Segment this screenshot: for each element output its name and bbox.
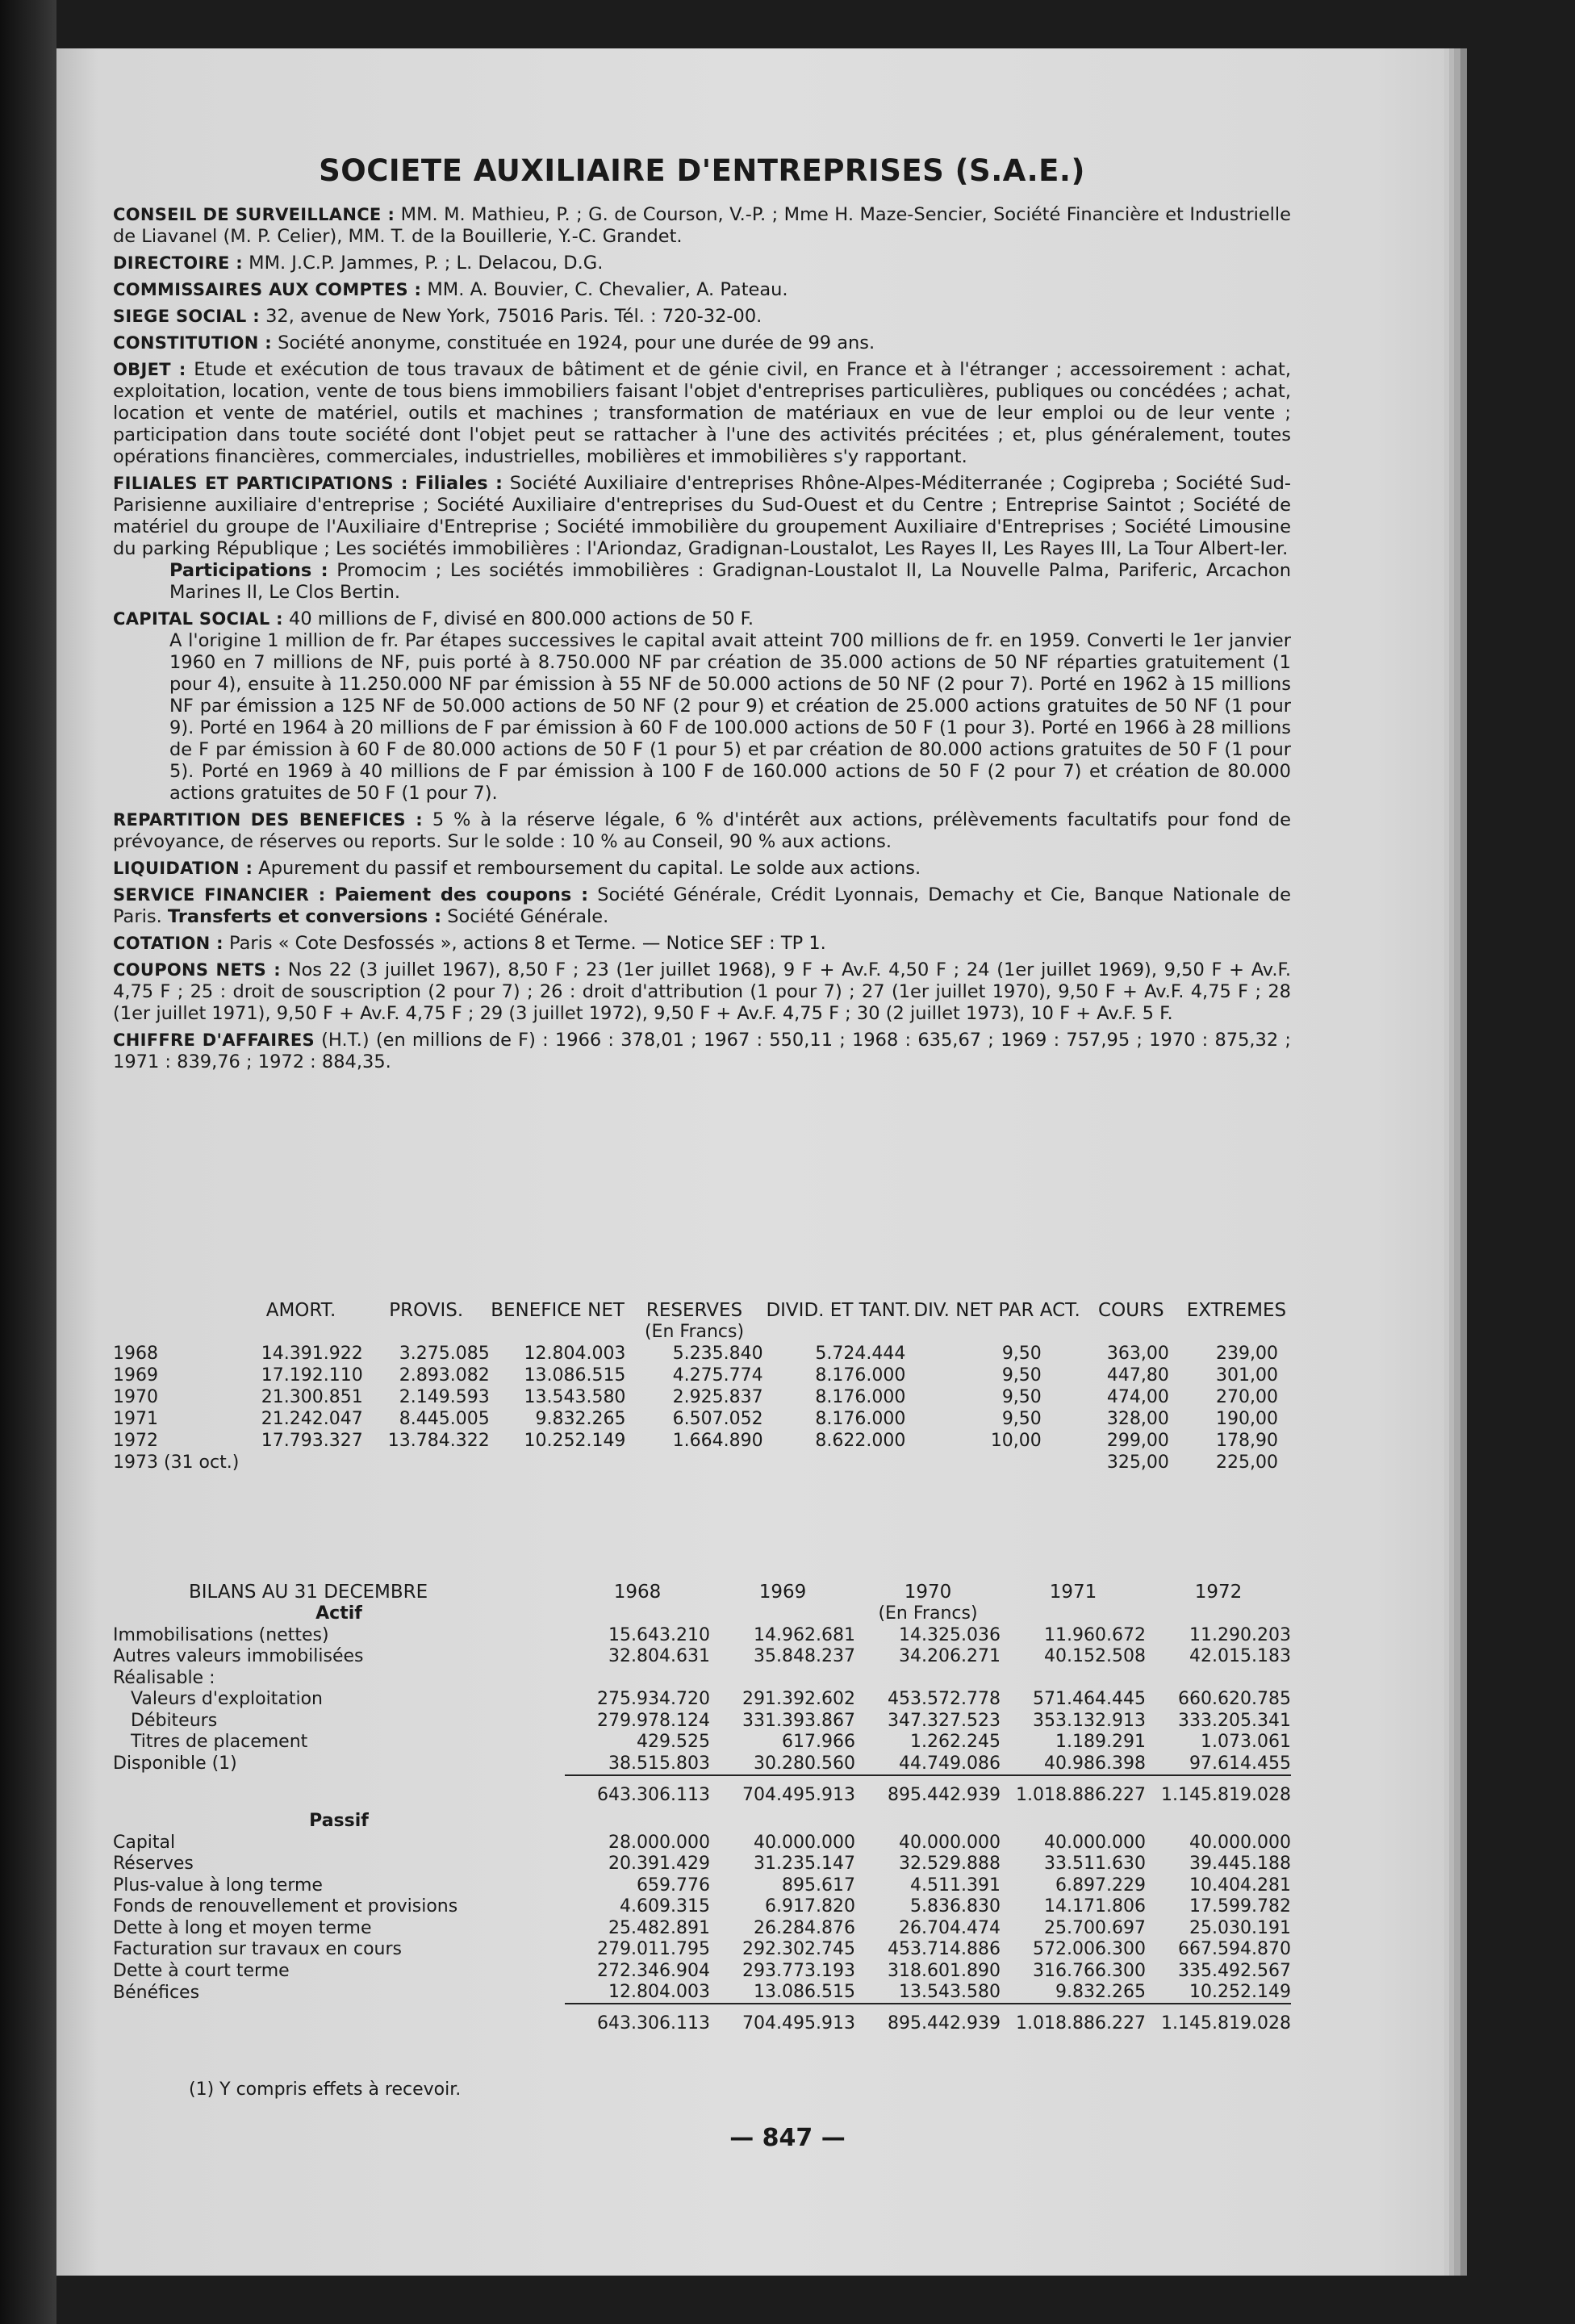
value-cell: 1.073.061 [1201,1732,1291,1753]
value-cell: 3.275.085 [399,1344,490,1364]
section-text: Société Générale. [447,906,609,927]
section-text: Paris « Cote Desfossés », actions 8 et Terme. — Notice SEF : TP 1. [229,933,826,954]
siege-section [113,306,1291,328]
section-label: CONSTITUTION : [113,333,272,353]
section-label: FILIALES ET PARTICIPATIONS : [113,474,408,493]
col-header: DIVID. ET TANT. [766,1300,911,1321]
value-cell: 8.176.000 [815,1387,906,1407]
section-label: SIEGE SOCIAL : [113,307,260,326]
value-cell: 25.030.191 [1189,1917,1291,1938]
value-cell: 21.300.851 [261,1387,363,1407]
row-label: Facturation sur travaux en cours [113,1939,402,1960]
row-label: Immobilisations (nettes) [113,1624,329,1645]
value-cell: 14.325.036 [899,1624,1001,1645]
value-cell: 44.749.086 [899,1753,1001,1774]
value-cell: 2.893.082 [399,1365,490,1386]
value-cell: 5.235.840 [672,1344,763,1364]
value-cell: 353.132.913 [1033,1710,1146,1731]
value-cell: 14.171.806 [1044,1896,1146,1917]
value-cell: 301,00 [1216,1365,1278,1386]
value-cell: 25.700.697 [1044,1917,1146,1938]
value-cell [239,1452,362,1473]
row-label: Titres de placement [131,1732,308,1753]
value-cell: 10.404.281 [1189,1875,1291,1896]
section-text: MM. J.C.P. Jammes, P. ; L. Delacou, D.G. [249,253,604,274]
repartition-section [113,809,1291,853]
value-cell: 28.000.000 [608,1832,710,1853]
year-header: 1972 [1194,1582,1243,1603]
value-cell: 40.000.000 [754,1832,855,1853]
section-text: Etude et exécution de tous travaux de bâtiment et de génie civil, en France et à l'étranger ; accessoirement : achat, exploitation, location, vente de tous biens immobiliers faisant l'objet d'entreprises particulières, publiques ou concédées ; achat, location et vente de matériel, outils et machines ; transformation de matériaux en vue de leur emploi ou de leur vente ; participation dans toute société dont l'objet peut se rattacher à l'une des activités précitées ; et, plus généralement, toutes opérations financières, commerciales, industrielles, mobilières et immobilières s'y rapportant. [113,359,1291,467]
value-cell: 13.543.580 [899,1982,1001,2003]
row-label: Bénéfices [113,1982,200,2003]
value-cell: 12.804.003 [524,1344,626,1364]
section-text: (H.T.) (en millions de F) : 1966 : 378,01 ; 1967 : 550,11 ; 1968 : 635,67 ; 1969 : 757,95 ; 1970 : 875,32 ; 1971 : 839,76 ; 1972 : 884,35. [113,1030,1291,1072]
value-cell: 1.145.819.028 [1146,2004,1291,2039]
balance-row [113,1939,1291,1961]
value-cell: 704.495.913 [710,2004,855,2039]
value-cell: 331.393.867 [742,1710,855,1731]
value-cell: 5.836.830 [910,1896,1001,1917]
value-cell: 8.622.000 [815,1431,906,1451]
capital-history: A l'origine 1 million de fr. Par étapes successives le capital avait atteint 700 millions de fr. en 1959. Converti le 1er janvier 1960 en 7 millions de NF, puis porté à 8.750.000 NF par création de 35.000 actions de 50 NF réparties gratuitement (1 pour 4), ensuite à 11.250.000 NF par émission à 55 NF de 50.000 actions de 50 NF (2 pour 7). Porté en 1962 à 15 millions NF par émission a 125 NF de 50.000 actions de 50 NF (2 pour 9) et création de 25.000 actions gratuites de 50 NF (1 pour 9). Porté en 1964 à 20 millions de F par émission à 60 F de 100.000 actions de 50 F (1 pour 3). Porté en 1966 à 28 millions de F par émission à 60 F de 80.000 actions de 50 F (1 pour 5) et par création de 80.000 actions gratuites de 50 F (1 pour 5). Porté en 1969 à 40 millions de F par émission à 100 F de 160.000 actions de 50 F (2 pour 7) et création de 80.000 actions gratuites de 50 F (1 pour 7). [169,630,1291,804]
value-cell: 328,00 [1106,1409,1169,1429]
coupons-section [113,959,1291,1025]
value-cell [565,1667,710,1689]
balance-row [113,1753,1291,1775]
section-text: Nos 22 (3 juillet 1967), 8,50 F ; 23 (1er juillet 1968), 9 F + Av.F. 4,50 F ; 24 (1er juillet 1969), 9,50 F + Av.F. 4,75 F ; 25 : droit de souscription (2 pour 7) ; 26 : droit d'attribution (1 pour 7) ; 27 (1er juillet 1970), 9,50 F + Av.F. 4,75 F ; 28 (1er juillet 1971), 9,50 F + Av.F. 4,75 F ; 29 (3 juillet 1972), 9,50 F + Av.F. 4,75 F ; 30 (2 juillet 1973), 10 F + Av.F. 5 F. [113,959,1291,1024]
scan-left-edge [0,0,56,2324]
value-cell: 272.346.904 [597,1960,710,1981]
balance-sheet-table [113,1582,1291,2039]
col-header: RESERVES [645,1300,743,1321]
balance-row [113,1875,1291,1896]
value-cell [363,1452,490,1473]
value-cell: 660.620.785 [1178,1689,1291,1710]
service-sublabel: Transferts et conversions : [167,906,442,927]
value-cell: 704.495.913 [710,1775,855,1811]
year-header: 1970 [904,1582,952,1603]
value-cell: 316.766.300 [1033,1960,1146,1981]
value-cell: 2.925.837 [672,1387,763,1407]
value-cell: 4.511.391 [910,1875,1001,1896]
value-cell: 572.006.300 [1033,1939,1146,1960]
section-label: CAPITAL SOCIAL : [113,609,283,629]
row-label [113,2004,565,2039]
value-cell: 453.714.886 [888,1939,1001,1960]
section-label: COUPONS NETS : [113,960,281,980]
value-cell: 453.572.778 [888,1689,1001,1710]
row-label: Réserves [113,1854,194,1875]
filiales-section [113,473,1291,604]
section-text: 5 % à la réserve légale, 6 % d'intérêt aux actions, prélèvements facultatifs pour fond de prévoyance, de réserves ou reports. Sur le solde : 10 % au Conseil, 90 % aux actions. [113,809,1292,852]
value-cell: 291.392.602 [742,1689,855,1710]
value-cell: 32.804.631 [608,1646,710,1667]
conseil-section [113,204,1291,248]
participations-text: Promocim ; Les sociétés immobilières : Gradignan-Loustalot II, La Nouvelle Palma, Pariferic, Arcachon Marines II, Le Clos Bertin. [169,560,1292,603]
value-cell: 17.599.782 [1189,1896,1291,1917]
balance-row [113,1960,1291,1982]
value-cell: 617.966 [782,1732,855,1753]
document-body [113,145,1291,1078]
value-cell: 33.511.630 [1044,1854,1146,1875]
value-cell: 13.086.515 [524,1365,626,1386]
value-cell: 25.482.891 [608,1917,710,1938]
row-label: Dette à long et moyen terme [113,1917,372,1938]
value-cell: 31.235.147 [754,1854,855,1875]
row-label: Valeurs d'exploitation [131,1689,323,1710]
row-label: Disponible (1) [113,1753,237,1774]
row-label: Débiteurs [131,1710,218,1731]
balance-title: BILANS AU 31 DECEMBRE [189,1582,428,1603]
balance-row [113,1624,1291,1646]
value-cell: 8.176.000 [815,1409,906,1429]
year-header: 1969 [758,1582,807,1603]
value-cell: 363,00 [1106,1344,1169,1364]
results-row [113,1430,1291,1452]
value-cell: 333.205.341 [1178,1710,1291,1731]
value-cell: 895.442.939 [855,2004,1001,2039]
results-header [113,1299,1291,1321]
section-text: Société anonyme, constituée en 1924, pour une durée de 99 ans. [278,332,875,353]
value-cell: 9,50 [1001,1387,1042,1407]
value-cell: 40.000.000 [899,1832,1001,1853]
value-cell: 14.391.922 [261,1344,363,1364]
col-header: COURS [1098,1300,1164,1321]
value-cell: 1.262.245 [910,1732,1001,1753]
value-cell: 12.804.003 [608,1982,710,2003]
balance-row [113,1896,1291,1918]
balance-row [113,1832,1291,1854]
value-cell: 9,50 [1001,1365,1042,1386]
value-cell: 178,90 [1216,1431,1278,1451]
year-cell: 1968 [113,1344,158,1364]
value-cell: 13.086.515 [754,1982,855,2003]
value-cell: 4.609.315 [620,1896,710,1917]
filiales-sublabel: Filiales : [415,473,503,494]
section-text: MM. M. Mathieu, P. ; G. de Courson, V.-P. ; Mme H. Maze-Sencier, Société Financière et Industrielle de Liavanel (M. P. Celier), MM. T. de la Bouillerie, Y.-C. Grandet. [113,204,1292,247]
section-label: COMMISSAIRES AUX COMPTES : [113,280,422,299]
value-cell: 347.327.523 [888,1710,1001,1731]
value-cell [490,1452,626,1473]
value-cell: 38.515.803 [608,1753,710,1774]
value-cell: 9,50 [1001,1409,1042,1429]
value-cell: 40.152.508 [1044,1646,1146,1667]
value-cell: 10.252.149 [1189,1982,1291,2003]
value-cell: 275.934.720 [597,1689,710,1710]
value-cell: 643.306.113 [565,2004,710,2039]
value-cell: 8.176.000 [815,1365,906,1386]
row-label: Fonds de renouvellement et provisions [113,1896,458,1917]
value-cell: 293.773.193 [742,1960,855,1981]
year-header: 1968 [613,1582,662,1603]
liquidation-section [113,858,1291,880]
value-cell [1146,1667,1291,1689]
value-cell: 429.525 [637,1732,710,1753]
value-cell: 11.290.203 [1189,1624,1291,1645]
capital-text: 40 millions de F, divisé en 800.000 actions de 50 F. [289,608,754,629]
year-cell: 1972 [113,1431,158,1451]
value-cell: 1.664.890 [672,1431,763,1451]
value-cell: 325,00 [1106,1452,1169,1473]
value-cell: 42.015.183 [1189,1646,1291,1667]
section-label: SERVICE FINANCIER : [113,885,326,905]
col-header: DIV. NET PAR ACT. [913,1300,1080,1321]
results-row [113,1452,1291,1473]
section-label: DIRECTOIRE : [113,253,243,273]
footnote: (1) Y compris effets à recevoir. [189,2079,462,2100]
results-row [113,1365,1291,1386]
passif-label: Passif [309,1811,369,1832]
row-label: Plus-value à long terme [113,1875,323,1896]
row-label: Capital [113,1832,176,1853]
value-cell: 13.543.580 [524,1387,626,1407]
value-cell: 17.192.110 [261,1365,363,1386]
actif-label: Actif [315,1603,362,1624]
balance-row [113,1732,1291,1753]
section-label: CONSEIL DE SURVEILLANCE : [113,205,395,224]
balance-row [113,1854,1291,1875]
value-cell: 26.284.876 [754,1917,855,1938]
value-cell: 9.832.265 [535,1409,626,1429]
value-cell: 20.391.429 [608,1854,710,1875]
section-text: Apurement du passif et remboursement du capital. Le solde aux actions. [258,858,921,879]
value-cell: 9.832.265 [1055,1982,1146,2003]
col-header: BENEFICE NET [491,1300,625,1321]
service-section [113,884,1291,928]
page-number: — 847 — [729,2124,846,2152]
section-label: OBJET : [113,360,186,379]
section-text: MM. A. Bouvier, C. Chevalier, A. Pateau. [427,279,788,300]
value-cell: 17.793.327 [261,1431,363,1451]
value-cell: 21.242.047 [261,1409,363,1429]
balance-row [113,1646,1291,1668]
value-cell: 40.986.398 [1044,1753,1146,1774]
year-cell: 1971 [113,1409,158,1429]
unit-label: (En Francs) [878,1603,978,1624]
cotation-section [113,933,1291,955]
col-header: PROVIS. [389,1300,464,1321]
col-header: AMORT. [265,1300,336,1321]
value-cell: 32.529.888 [899,1854,1001,1875]
value-cell: 292.302.745 [742,1939,855,1960]
value-cell: 9,50 [1001,1344,1042,1364]
value-cell: 225,00 [1216,1452,1278,1473]
value-cell: 34.206.271 [899,1646,1001,1667]
section-label: CHIFFRE D'AFFAIRES [113,1030,315,1050]
directoire-section [113,253,1291,274]
value-cell: 30.280.560 [754,1753,855,1774]
value-cell: 447,80 [1106,1365,1169,1386]
year-cell: 1973 (31 oct.) [113,1452,240,1473]
balance-row [113,1710,1291,1732]
page-title: SOCIETE AUXILIAIRE D'ENTREPRISES (S.A.E.) [319,153,1085,188]
value-cell: 571.464.445 [1033,1689,1146,1710]
value-cell: 1.145.819.028 [1146,1775,1291,1811]
col-header: EXTREMES [1186,1300,1287,1321]
value-cell: 11.960.672 [1044,1624,1146,1645]
value-cell: 2.149.593 [399,1387,490,1407]
value-cell: 39.445.188 [1189,1854,1291,1875]
value-cell: 667.594.870 [1178,1939,1291,1960]
section-label: COTATION : [113,934,224,953]
value-cell: 270,00 [1216,1387,1278,1407]
service-sublabel: Paiement des coupons : [334,884,589,905]
value-cell: 6.917.820 [765,1896,855,1917]
value-cell: 279.011.795 [597,1939,710,1960]
value-cell: 40.000.000 [1044,1832,1146,1853]
year-cell: 1970 [113,1387,158,1407]
results-table [113,1299,1291,1473]
balance-row [113,1689,1291,1711]
results-row [113,1343,1291,1365]
balance-header [113,1582,1291,1603]
value-cell [625,1452,762,1473]
year-cell: 1969 [113,1365,158,1386]
balance-row [113,2004,1291,2039]
balance-row [113,1667,1291,1689]
year-header: 1971 [1049,1582,1097,1603]
filiales-text: Société Auxiliaire d'entreprises Rhône-Alpes-Méditerranée ; Cogipreba ; Société Sud-Parisienne auxiliaire d'entreprise ; Société Auxiliaire d'entreprises du Sud-Ouest et du Centre ; Entreprise Saintot ; Société de matériel du groupe de l'Auxiliaire d'Entreprise ; Société immobilière du groupement Auxiliaire d'Entreprises ; Société Limousine du parking République ; Les sociétés immobilières : l'Ariondaz, Gradignan-Loustalot, Les Rayes II, Les Rayes III, La Tour Albert-Ier. [113,473,1291,559]
value-cell: 895.617 [782,1875,855,1896]
constitution-section [113,332,1291,354]
value-cell: 643.306.113 [565,1775,710,1811]
value-cell: 239,00 [1216,1344,1278,1364]
value-cell: 26.704.474 [899,1917,1001,1938]
value-cell [855,1667,1001,1689]
value-cell [1001,1667,1146,1689]
value-cell: 1.018.886.227 [1001,1775,1146,1811]
value-cell: 97.614.455 [1189,1753,1291,1774]
unit-label: (En Francs) [644,1322,745,1342]
value-cell: 10.252.149 [524,1431,626,1451]
section-label: REPARTITION DES BENEFICES : [113,810,423,830]
balance-row [113,1917,1291,1939]
value-cell: 474,00 [1106,1387,1169,1407]
balance-row [113,1982,1291,2004]
section-text: Société Générale, Crédit Lyonnais, Demachy et Cie, Banque Nationale de Paris. [113,884,1291,927]
participations-sublabel: Participations : [169,560,328,581]
value-cell: 279.978.124 [597,1710,710,1731]
value-cell: 40.000.000 [1189,1832,1291,1853]
value-cell: 15.643.210 [608,1624,710,1645]
results-row [113,1408,1291,1430]
value-cell: 6.897.229 [1055,1875,1146,1896]
value-cell: 8.445.005 [399,1409,490,1429]
value-cell: 299,00 [1106,1431,1169,1451]
objet-section [113,359,1291,468]
value-cell: 1.018.886.227 [1001,2004,1146,2039]
commissaires-section [113,279,1291,301]
section-label: LIQUIDATION : [113,859,253,878]
value-cell: 14.962.681 [754,1624,855,1645]
capital-section [113,608,1291,805]
row-label [113,1775,565,1811]
value-cell [913,1452,1080,1473]
balance-row [113,1775,1291,1811]
results-row [113,1386,1291,1408]
value-cell: 190,00 [1216,1409,1278,1429]
value-cell [763,1452,914,1473]
value-cell: 10,00 [990,1431,1042,1451]
value-cell: 5.724.444 [815,1344,906,1364]
row-label: Dette à court terme [113,1960,290,1981]
value-cell: 4.275.774 [672,1365,763,1386]
value-cell: 35.848.237 [754,1646,855,1667]
row-label: Autres valeurs immobilisées [113,1646,364,1667]
chiffre-section [113,1030,1291,1073]
section-text: 32, avenue de New York, 75016 Paris. Tél. : 720-32-00. [265,306,762,327]
value-cell: 895.442.939 [855,1775,1001,1811]
value-cell: 6.507.052 [672,1409,763,1429]
value-cell: 335.492.567 [1178,1960,1291,1981]
value-cell [710,1667,855,1689]
row-label: Réalisable : [113,1667,215,1688]
value-cell: 318.601.890 [888,1960,1001,1981]
value-cell: 659.776 [637,1875,710,1896]
value-cell: 13.784.322 [387,1431,490,1451]
value-cell: 1.189.291 [1055,1732,1146,1753]
